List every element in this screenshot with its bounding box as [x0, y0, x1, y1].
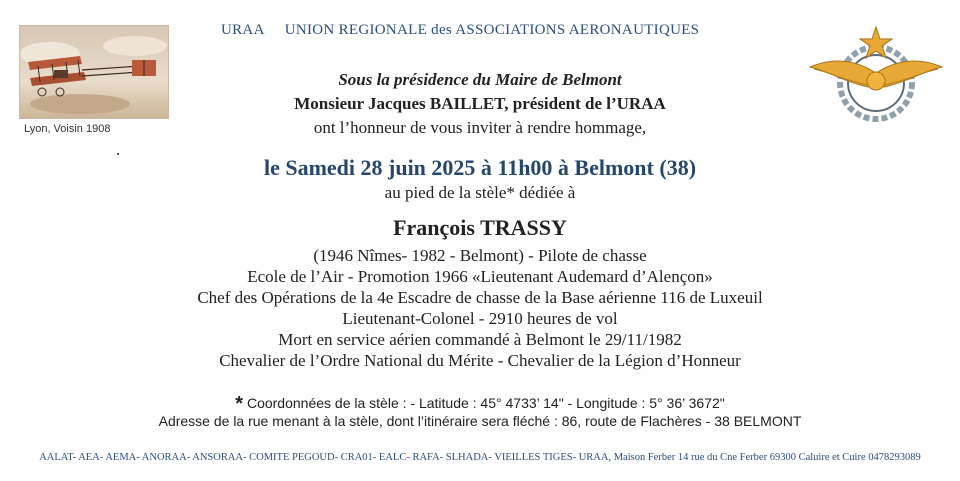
bio-line: Mort en service aérien commandé à Belmont le 29/11/1982 — [278, 330, 682, 349]
bio-line: Lieutenant-Colonel - 2910 heures de vol — [342, 309, 618, 328]
coordinates-text: Coordonnées de la stèle : - Latitude : 45° 4733’ 14" - Longitude : 5° 36’ 3672" — [246, 395, 725, 411]
header-full-name: UNION REGIONALE des ASSOCIATIONS AERONAUTIQUES — [284, 22, 700, 38]
bio-line: Chevalier de l’Ordre National du Mérite - Chevalier de la Légion d’Honneur — [219, 351, 741, 370]
scan-speck — [117, 153, 119, 155]
bio-line: Ecole de l’Air - Promotion 1966 «Lieutenant Audemard d’Alençon» — [247, 267, 713, 286]
president-line: Monsieur Jacques BAILLET, président de l’URAA — [294, 94, 666, 113]
event-date: le Samedi 28 juin 2025 à 11h00 à Belmont (38) — [263, 155, 697, 180]
bio-line: Chef des Opérations de la 4e Escadre de chasse de la Base aérienne 116 de Luxeuil — [197, 288, 763, 307]
header-acronym: URAA — [221, 22, 265, 38]
address-line: Adresse de la rue menant à la stèle, dont l’itinéraire sera fléché : 86, route de Flachères - 38 BELMONT — [158, 413, 802, 429]
footnote-star: * — [235, 393, 244, 415]
honoree-name: François TRASSY — [393, 215, 567, 240]
presidency-line: Sous la présidence du Maire de Belmont — [338, 70, 622, 89]
header-title — [221, 22, 699, 39]
bio-line: (1946 Nîmes- 1982 - Belmont) - Pilote de chasse — [313, 246, 647, 265]
invitation-line: ont l’honneur de vous inviter à rendre hommage, — [313, 118, 647, 137]
image-caption: Lyon, Voisin 1908 — [24, 123, 111, 135]
footer-associations: AALAT- AEA- AEMA- ANORAA- ANSORAA- COMITE PEGOUD- CRA01- EALC- RAFA- SLHADA- VIEILLES TIGES- URAA, Maison Ferber 14 rue du Cne Ferber 69300 Caluire et Cuire 0478293089 — [39, 452, 921, 463]
location-line: au pied de la stèle* dédiée à — [384, 183, 576, 202]
